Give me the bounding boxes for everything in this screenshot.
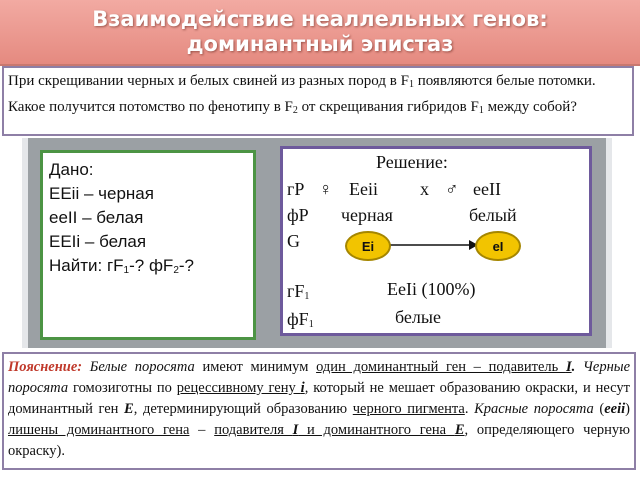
problem-text-2: появляются белые потомки. Какое получится потомство по фенотипу в F [8,73,596,115]
problem-sub-2: 2 [292,105,298,116]
g-label: G [287,231,300,251]
find-text-a: Найти: гF [49,256,124,275]
ex-t11: E [124,401,134,417]
ex-t4: I [565,359,572,375]
solution-heading: Решение: [376,152,448,172]
gamete-ei-lower: eI [475,231,521,261]
problem-sub-1: 1 [408,79,414,90]
problem-sub-3: 1 [478,105,484,116]
ex-t14: . [464,401,475,417]
gf1-sub: 1 [304,291,310,302]
ff1-label-text: фF [287,309,309,329]
ex-t24: E [454,422,465,438]
ex-t10: , который не мешает образованию окраски, и несут доминантный ген [8,380,631,417]
gamete-ei: Ei [345,231,391,261]
solution-box [280,146,592,336]
ff1-label [287,309,314,330]
female-symbol: ♀ [319,179,333,199]
gp-label: гР [287,179,305,199]
ex-t17: eeii [604,401,626,417]
explanation-box [2,352,636,470]
find-sub-2: 2 [173,265,179,276]
ex-t8: рецессивному гену [176,380,301,396]
ex-t6: Черные поросята [8,359,631,396]
fp-father: белый [469,205,517,225]
given-heading: Дано: [49,160,94,179]
ex-t18: ) [625,401,631,417]
ex-t19: лишены доминантного гена [8,422,190,438]
explanation-label: Пояснение: [8,359,83,375]
gamete-arrow [389,233,479,257]
problem-text-3: от скрещивания гибридов F [297,99,479,115]
title-line-2: доминантный эпистаз [186,32,454,56]
title-bar [0,0,640,66]
given-box [40,150,256,340]
title-line-1: Взаимодействие неаллельных генов: [92,7,548,31]
ex-t15: Красные поросята [474,401,594,417]
given-line-2: eeII – белая [49,208,144,227]
gp-father: eeII [473,179,501,199]
ex-t21: подавителя [214,422,293,438]
ex-t7: гомозиготны по [68,380,177,396]
slide-title [92,7,548,57]
ex-t2: имеют минимум [194,359,317,375]
gf1-label [287,281,309,302]
given-line-1: ЕЕii – черная [49,184,154,203]
find-text-c: -? [178,256,195,275]
ex-t25: , определяющего черную окраску). [8,422,630,459]
ex-t22: I [292,422,299,438]
ex-t20: – [189,422,215,438]
ex-t5: . [571,359,576,375]
problem-text-4: между собой? [483,99,577,115]
ex-t16: ( [593,401,605,417]
ex-t23: и доминантного гена [298,422,455,438]
ff1-sub: 1 [308,319,314,330]
given-line-3: EEIi – белая [49,232,147,251]
fp-mother: черная [341,205,393,225]
fp-label: фР [287,205,309,225]
cross-symbol: х [420,179,429,199]
ff1-value: белые [395,307,441,327]
ex-t13: черного пигмента [352,401,465,417]
gf1-value: EeIi (100%) [387,279,476,299]
gf1-label-text: гF [287,281,305,301]
ex-t3: один доминантный ген – подавитель [316,359,566,375]
gp-mother: Eeii [349,179,378,199]
find-text-b: -? фF [129,256,174,275]
find-sub-1: 1 [123,265,130,276]
problem-statement [2,66,634,136]
given-find [49,254,247,283]
male-symbol: ♂ [445,179,459,199]
problem-text-1: При скрещивании черных и белых свиней из разных пород в F [8,73,409,89]
ex-t1: Белые поросята [82,359,195,375]
ex-t12: , детерминирующий образованию [133,401,353,417]
ex-t9: i [300,380,305,396]
